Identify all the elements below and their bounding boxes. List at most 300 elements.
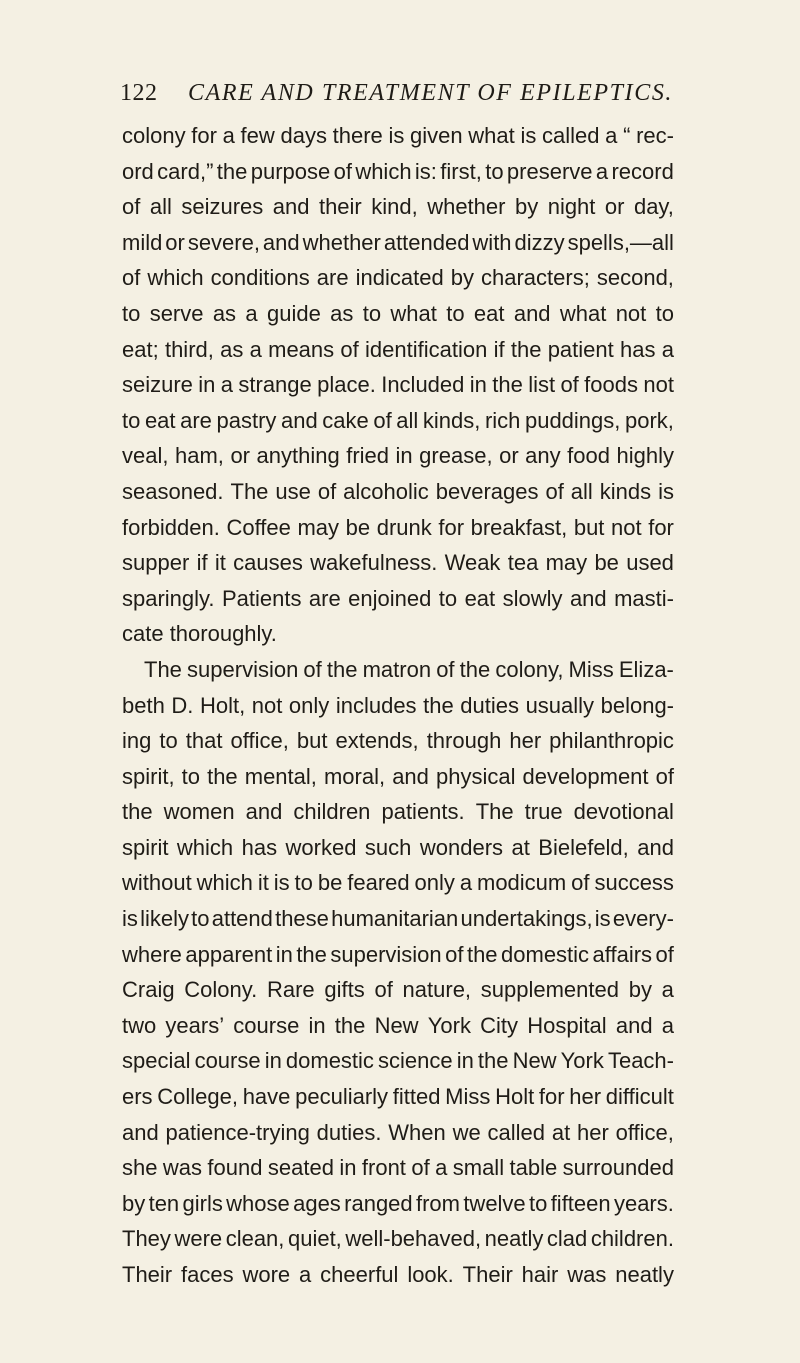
word: of: [340, 336, 359, 362]
word: patient: [547, 336, 614, 362]
word: College,: [157, 1084, 238, 1110]
word: a: [222, 123, 235, 148]
word: is: [388, 123, 405, 148]
word: eat: [473, 300, 505, 326]
text-line: [122, 510, 674, 546]
text-line: [122, 901, 674, 937]
body-text: [122, 118, 674, 1293]
word: spirit,: [122, 763, 175, 789]
word: “: [623, 123, 631, 148]
word: to: [294, 870, 313, 896]
running-head-title: CARE AND TREATMENT OF EPILEPTICS.: [188, 80, 674, 106]
word: what: [559, 300, 607, 326]
text-line: [122, 1221, 674, 1257]
word: of: [374, 977, 393, 1003]
word: philanthropic: [549, 728, 674, 754]
word: these: [275, 906, 329, 932]
word: wore: [242, 1262, 291, 1287]
word: veal,: [122, 443, 169, 469]
word: Miss: [445, 1084, 491, 1110]
text-line: [122, 830, 674, 866]
word: her: [569, 1084, 602, 1110]
word: if: [493, 336, 505, 362]
word: neatly: [615, 1262, 674, 1287]
word: a: [595, 158, 609, 184]
word: it: [257, 870, 269, 896]
word: The: [475, 799, 514, 825]
word: fitted: [392, 1084, 441, 1110]
word: of: [571, 870, 590, 896]
word: a: [435, 1155, 448, 1181]
word: The: [230, 478, 269, 504]
text-line: [122, 1008, 674, 1044]
text-line: [122, 1257, 674, 1293]
word: used: [626, 550, 674, 576]
word: course: [194, 1048, 261, 1074]
word: by: [122, 1190, 146, 1216]
word: which: [176, 834, 234, 860]
word: to: [529, 1190, 548, 1216]
word: cake: [322, 407, 369, 433]
word: may: [297, 514, 340, 540]
word: Hospital: [527, 1012, 607, 1038]
word: Colony.: [184, 977, 258, 1003]
word: office,: [615, 1119, 674, 1145]
word: but: [296, 728, 328, 754]
text-line: [122, 403, 674, 439]
word: the: [326, 656, 358, 682]
word: and: [245, 799, 283, 825]
running-head: [120, 76, 680, 110]
text-line: [122, 1186, 674, 1222]
word: of: [373, 407, 392, 433]
word: supervision: [187, 656, 299, 682]
text-line: [122, 367, 674, 403]
word: in: [198, 372, 216, 398]
word: her: [577, 1119, 609, 1145]
word: is: [520, 123, 537, 148]
word: purpose: [250, 158, 331, 184]
word: conditions: [210, 265, 310, 291]
word: enjoined: [348, 585, 432, 611]
word: were: [174, 1226, 223, 1252]
word: with: [472, 229, 512, 255]
word: Teach-: [607, 1048, 674, 1074]
word: any: [525, 443, 561, 469]
word: anything: [256, 443, 340, 469]
text-line: [122, 225, 674, 261]
word: seizure: [122, 372, 193, 398]
word: quiet,: [287, 1226, 342, 1252]
word: ing: [122, 728, 152, 754]
text-line: [122, 937, 674, 973]
word: not: [643, 372, 674, 398]
word: what: [390, 300, 437, 326]
word: the: [466, 941, 498, 967]
text-line: [122, 581, 674, 617]
word: her: [509, 728, 542, 754]
word: not: [615, 300, 647, 326]
text-line: [122, 865, 674, 901]
word: to: [485, 158, 504, 184]
word: grease,: [419, 443, 493, 469]
word: and: [280, 407, 318, 433]
word: of: [303, 656, 322, 682]
word: of: [333, 158, 352, 184]
word: a: [605, 123, 618, 148]
word: indicated: [355, 265, 444, 291]
word: or: [604, 194, 625, 220]
word: wakefulness.: [310, 550, 438, 576]
word: it: [214, 550, 226, 576]
word: forbidden.: [122, 514, 220, 540]
word: for: [438, 514, 465, 540]
word: girls: [182, 1190, 223, 1216]
word: colony: [122, 123, 186, 148]
word: colony,: [495, 656, 564, 682]
word: Craig: [122, 977, 175, 1003]
word: spells,—all: [567, 229, 674, 255]
text-line: [122, 438, 674, 474]
word: modicum: [477, 870, 567, 896]
word: such: [364, 834, 412, 860]
word: is:: [414, 158, 437, 184]
word: food: [567, 443, 610, 469]
word: attended: [383, 229, 470, 255]
word: serve: [149, 300, 204, 326]
word: a: [299, 1262, 312, 1287]
word: Bielefeld,: [538, 834, 629, 860]
word: in: [339, 1155, 357, 1181]
text-line: [122, 652, 674, 688]
word: in: [469, 372, 487, 398]
word: D.: [171, 692, 194, 718]
word: special: [122, 1048, 191, 1074]
text-line: [122, 972, 674, 1008]
word: ten: [148, 1190, 180, 1216]
word: of: [122, 265, 141, 291]
word: clean,: [225, 1226, 285, 1252]
word: only: [288, 692, 330, 718]
word: fried: [346, 443, 390, 469]
word: small: [452, 1155, 505, 1181]
word: have: [242, 1084, 291, 1110]
word: given: [410, 123, 463, 148]
word: to: [159, 728, 178, 754]
word: of: [655, 763, 674, 789]
word: the: [296, 941, 327, 967]
word: guide: [266, 300, 321, 326]
word: and: [262, 229, 300, 255]
word: in: [308, 1012, 326, 1038]
word: hair: [521, 1262, 559, 1287]
word: matron: [362, 656, 432, 682]
word: York: [427, 1012, 471, 1038]
word: for: [648, 514, 674, 540]
word: as: [212, 300, 237, 326]
word: causes: [233, 550, 303, 576]
word: supplemented: [480, 977, 619, 1003]
word: are: [308, 585, 341, 611]
word: the: [207, 763, 238, 789]
word: rec-: [636, 123, 674, 148]
word: to: [122, 300, 141, 326]
word: by: [450, 265, 474, 291]
word: neatly: [484, 1226, 544, 1252]
word: puddings,: [524, 407, 621, 433]
text-line: [122, 1079, 674, 1115]
word: rich: [484, 407, 521, 433]
word: may: [545, 550, 588, 576]
word: which: [355, 158, 412, 184]
word: worked: [285, 834, 357, 860]
word: record: [611, 158, 674, 184]
word: and: [392, 763, 429, 789]
word: days: [280, 123, 327, 148]
word: pork,: [624, 407, 674, 433]
word: duties: [460, 692, 519, 718]
word: humanitarian: [331, 906, 459, 932]
word: as: [220, 336, 244, 362]
word: ord: [122, 158, 154, 184]
word: sparingly.: [122, 585, 215, 611]
word: of: [122, 194, 141, 220]
word: a: [249, 336, 262, 362]
word: course: [233, 1012, 300, 1038]
word: list: [528, 372, 556, 398]
word: years’: [165, 1012, 225, 1038]
word: third,: [164, 336, 214, 362]
word: Included: [381, 372, 465, 398]
word: peculiarly: [295, 1084, 389, 1110]
word: pastry: [216, 407, 277, 433]
word: Holt: [495, 1084, 535, 1110]
word: They: [122, 1226, 171, 1252]
word: be: [594, 550, 619, 576]
word: Rare: [266, 977, 315, 1003]
word: their: [318, 194, 362, 220]
text-line: cate thoroughly.: [122, 621, 277, 647]
word: to: [446, 300, 465, 326]
word: Weak: [444, 550, 501, 576]
word: be: [345, 514, 371, 540]
word: every-: [612, 906, 674, 932]
word: first,: [440, 158, 482, 184]
word: beth: [122, 692, 165, 718]
word: use: [275, 478, 311, 504]
word: ham,: [175, 443, 224, 469]
word: the: [216, 158, 248, 184]
word: extends,: [335, 728, 419, 754]
word: the: [423, 692, 454, 718]
word: seasoned.: [122, 478, 224, 504]
text-line: [122, 118, 674, 154]
word: and: [272, 194, 310, 220]
word: When: [388, 1119, 446, 1145]
word: severe,: [187, 229, 260, 255]
word: only: [414, 870, 455, 896]
word: foods: [584, 372, 638, 398]
word: Their: [462, 1262, 513, 1287]
word: there: [332, 123, 383, 148]
word: few: [240, 123, 275, 148]
word: physical: [435, 763, 516, 789]
word: nature,: [402, 977, 472, 1003]
word: surrounded: [562, 1155, 674, 1181]
word: eat;: [122, 336, 159, 362]
word: eat: [464, 585, 496, 611]
word: but: [573, 514, 605, 540]
word: look.: [407, 1262, 454, 1287]
word: undertakings,: [460, 906, 593, 932]
text-line: [122, 332, 674, 368]
word: well-behaved,: [345, 1226, 482, 1252]
word: are: [180, 407, 212, 433]
word: or: [499, 443, 519, 469]
word: through: [426, 728, 502, 754]
text-line: [122, 154, 674, 190]
word: all: [396, 407, 419, 433]
word: night: [547, 194, 596, 220]
word: devotional: [573, 799, 674, 825]
word: kind,: [371, 194, 418, 220]
word: is: [122, 906, 138, 932]
word: and: [513, 300, 551, 326]
word: wonders: [419, 834, 504, 860]
word: in: [456, 1048, 474, 1074]
text-line: [122, 545, 674, 581]
text-line: [122, 759, 674, 795]
word: to: [438, 585, 458, 611]
word: a: [245, 300, 258, 326]
word: to: [122, 407, 141, 433]
word: identification: [365, 336, 488, 362]
word: clad: [546, 1226, 588, 1252]
word: of: [545, 478, 564, 504]
word: a: [661, 336, 674, 362]
word: for: [191, 123, 217, 148]
word: called: [542, 123, 600, 148]
word: without: [122, 870, 192, 896]
word: which: [147, 265, 204, 291]
word: a: [459, 870, 473, 896]
word: apparent: [185, 941, 273, 967]
word: gifts: [324, 977, 365, 1003]
word: from: [415, 1190, 460, 1216]
word: of: [560, 372, 579, 398]
word: to: [191, 906, 210, 932]
word: drunk: [376, 514, 432, 540]
word: whether: [302, 229, 381, 255]
word: if: [196, 550, 208, 576]
word: moral,: [323, 763, 386, 789]
word: Coffee: [226, 514, 291, 540]
word: ranged: [344, 1190, 413, 1216]
word: women: [163, 799, 235, 825]
word: not: [251, 692, 283, 718]
text-line: [122, 1043, 674, 1079]
word: York: [560, 1048, 604, 1074]
word: by: [514, 194, 539, 220]
word: whether: [427, 194, 506, 220]
word: development: [522, 763, 649, 789]
word: likely: [140, 906, 189, 932]
word: as: [330, 300, 354, 326]
word: found: [207, 1155, 263, 1181]
text-line: [122, 296, 674, 332]
word: or: [165, 229, 185, 255]
word: ages: [293, 1190, 341, 1216]
word: eat: [144, 407, 176, 433]
word: not: [611, 514, 642, 540]
word: in: [395, 443, 413, 469]
word: science: [378, 1048, 453, 1074]
word: ers: [122, 1084, 153, 1110]
word: the: [334, 1012, 366, 1038]
word: to: [655, 300, 674, 326]
word: Their: [122, 1262, 173, 1287]
word: is: [658, 478, 674, 504]
word: cheerful: [320, 1262, 399, 1287]
word: patients.: [381, 799, 465, 825]
word: the: [459, 656, 491, 682]
word: children: [293, 799, 371, 825]
word: front: [361, 1155, 406, 1181]
word: has: [620, 336, 656, 362]
word: day,: [633, 194, 674, 220]
word: tea: [507, 550, 539, 576]
word: where: [122, 941, 182, 967]
word: a: [661, 977, 674, 1003]
word: the: [122, 799, 153, 825]
word: twelve: [463, 1190, 526, 1216]
word: New: [374, 1012, 419, 1038]
word: card,”: [157, 158, 214, 184]
word: means: [268, 336, 335, 362]
word: a: [661, 1012, 674, 1038]
word: a: [220, 372, 234, 398]
word: New: [512, 1048, 557, 1074]
word: is: [273, 870, 290, 896]
word: two: [122, 1012, 157, 1038]
word: seizures: [181, 194, 264, 220]
text-line: [122, 723, 674, 759]
word: which: [196, 870, 253, 896]
word: Miss: [568, 656, 614, 682]
word: and: [615, 1012, 653, 1038]
text-line: [122, 1150, 674, 1186]
word: mild: [122, 229, 163, 255]
word: alcoholic: [343, 478, 429, 504]
word: office,: [230, 728, 289, 754]
word: we: [452, 1119, 481, 1145]
word: has: [241, 834, 278, 860]
word: the: [510, 336, 542, 362]
word: characters;: [481, 265, 590, 291]
word: all: [570, 478, 593, 504]
word: supervision: [330, 941, 442, 967]
word: mental,: [244, 763, 317, 789]
word: domestic: [501, 941, 590, 967]
word: preserve: [506, 158, 593, 184]
word: The: [144, 656, 182, 682]
word: of: [436, 656, 455, 682]
word: in: [275, 941, 293, 967]
word: children.: [590, 1226, 674, 1252]
word: seated: [267, 1155, 334, 1181]
word: supper: [122, 550, 190, 576]
word: second,: [596, 265, 674, 291]
